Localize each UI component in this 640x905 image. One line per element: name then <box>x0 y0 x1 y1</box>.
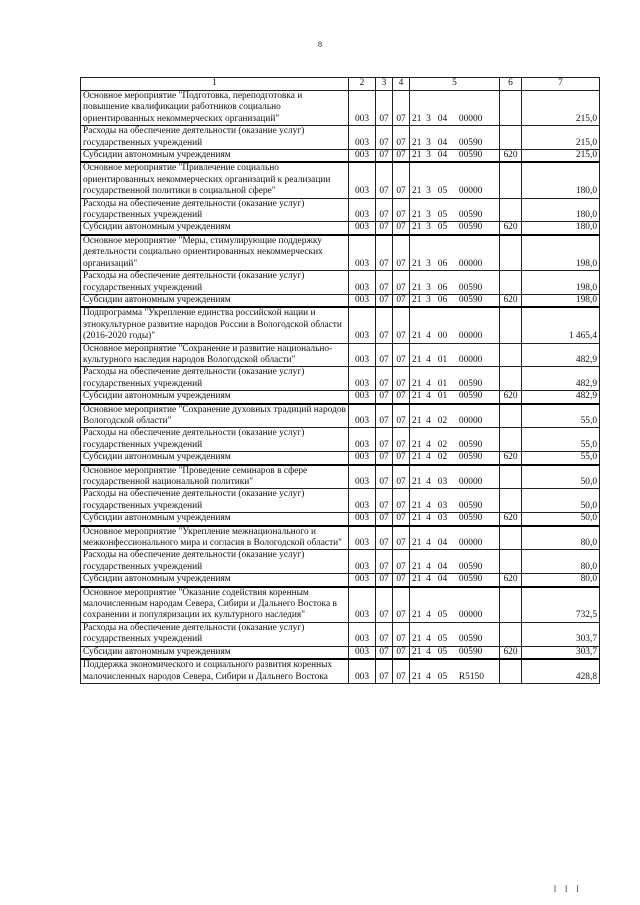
table-row <box>81 391 600 404</box>
row-amount-cell: 55,0 <box>522 404 600 428</box>
row-subsection-cell: 07 <box>393 622 410 646</box>
row-code-cell: 003 <box>349 622 376 646</box>
row-target-article-cell: 21 4 00 00000 <box>410 307 500 343</box>
row-section-cell: 07 <box>376 513 393 526</box>
row-name-cell: Субсидии автономным учреждениям <box>81 452 349 465</box>
row-code-cell: 003 <box>349 222 376 235</box>
row-subsection-cell: 07 <box>393 235 410 271</box>
row-expense-type-cell <box>500 235 522 271</box>
row-section-cell: 07 <box>376 404 393 428</box>
table-header-row <box>81 78 600 91</box>
row-section-cell: 07 <box>376 428 393 452</box>
row-subsection-cell: 07 <box>393 307 410 343</box>
row-expense-type-cell: 620 <box>500 513 522 526</box>
row-code-cell: 003 <box>349 465 376 489</box>
row-code-cell: 003 <box>349 452 376 465</box>
row-amount-cell: 1 465,4 <box>522 307 600 343</box>
row-expense-type-cell <box>500 587 522 623</box>
row-expense-type-cell <box>500 659 522 683</box>
row-target-article-cell: 21 3 04 00590 <box>410 126 500 150</box>
row-target-article-cell: 21 3 06 00590 <box>410 271 500 295</box>
row-section-cell: 07 <box>376 198 393 222</box>
row-section-cell: 07 <box>376 126 393 150</box>
row-target-article-cell: 21 4 01 00590 <box>410 367 500 391</box>
row-section-cell: 07 <box>376 622 393 646</box>
row-subsection-cell: 07 <box>393 526 410 550</box>
row-name-cell: Расходы на обеспечение деятельности (оказание услуг) государственных учреждений <box>81 550 349 574</box>
row-code-cell: 003 <box>349 367 376 391</box>
row-amount-cell: 55,0 <box>522 452 600 465</box>
row-name-cell: Основное мероприятие "Подготовка, переподготовка и повышение квалификации работников социально ориентированных некоммерческих организаций" <box>81 91 349 126</box>
table-row <box>81 452 600 465</box>
row-name-cell: Субсидии автономным учреждениям <box>81 222 349 235</box>
table-row <box>81 235 600 271</box>
row-code-cell: 003 <box>349 646 376 659</box>
table-row <box>81 513 600 526</box>
row-name-cell: Расходы на обеспечение деятельности (оказание услуг) государственных учреждений <box>81 271 349 295</box>
row-subsection-cell: 07 <box>393 489 410 513</box>
table-row <box>81 91 600 126</box>
table-row <box>81 489 600 513</box>
table-row <box>81 367 600 391</box>
row-amount-cell: 198,0 <box>522 235 600 271</box>
row-section-cell: 07 <box>376 526 393 550</box>
row-subsection-cell: 07 <box>393 587 410 623</box>
table-row <box>81 222 600 235</box>
table-row <box>81 587 600 623</box>
row-target-article-cell: 21 4 03 00000 <box>410 465 500 489</box>
row-name-cell: Основное мероприятие "Проведение семинаров в сфере государственной национальной политики" <box>81 465 349 489</box>
row-subsection-cell: 07 <box>393 452 410 465</box>
row-expense-type-cell <box>500 622 522 646</box>
row-subsection-cell: 07 <box>393 343 410 367</box>
row-subsection-cell: 07 <box>393 646 410 659</box>
header-col-2: 2 <box>349 78 376 91</box>
row-section-cell: 07 <box>376 307 393 343</box>
table-body <box>81 91 600 684</box>
row-section-cell: 07 <box>376 222 393 235</box>
row-code-cell: 003 <box>349 428 376 452</box>
row-expense-type-cell <box>500 126 522 150</box>
table-row <box>81 465 600 489</box>
row-amount-cell: 50,0 <box>522 513 600 526</box>
row-amount-cell: 55,0 <box>522 428 600 452</box>
header-col-6: 6 <box>500 78 522 91</box>
row-code-cell: 003 <box>349 91 376 126</box>
row-section-cell: 07 <box>376 150 393 163</box>
row-expense-type-cell <box>500 307 522 343</box>
row-target-article-cell: 21 3 05 00590 <box>410 198 500 222</box>
row-section-cell: 07 <box>376 646 393 659</box>
table-row <box>81 126 600 150</box>
row-expense-type-cell <box>500 465 522 489</box>
table-row <box>81 404 600 428</box>
row-section-cell: 07 <box>376 574 393 587</box>
row-code-cell: 003 <box>349 404 376 428</box>
row-subsection-cell: 07 <box>393 513 410 526</box>
row-expense-type-cell <box>500 271 522 295</box>
row-target-article-cell: 21 3 06 00000 <box>410 235 500 271</box>
row-amount-cell: 482,9 <box>522 367 600 391</box>
row-subsection-cell: 07 <box>393 162 410 198</box>
row-code-cell: 003 <box>349 489 376 513</box>
row-target-article-cell: 21 4 02 00000 <box>410 404 500 428</box>
row-code-cell: 003 <box>349 587 376 623</box>
footer-mark: I I I <box>553 884 582 894</box>
row-expense-type-cell <box>500 162 522 198</box>
row-amount-cell: 198,0 <box>522 294 600 307</box>
row-section-cell: 07 <box>376 235 393 271</box>
page-number: 8 <box>318 40 322 49</box>
row-expense-type-cell: 620 <box>500 391 522 404</box>
budget-table <box>80 77 600 684</box>
header-col-1: 1 <box>81 78 349 91</box>
table-row <box>81 150 600 163</box>
table-row <box>81 428 600 452</box>
row-name-cell: Расходы на обеспечение деятельности (оказание услуг) государственных учреждений <box>81 198 349 222</box>
row-target-article-cell: 21 3 05 00590 <box>410 222 500 235</box>
row-code-cell: 003 <box>349 235 376 271</box>
row-expense-type-cell: 620 <box>500 452 522 465</box>
row-amount-cell: 198,0 <box>522 271 600 295</box>
row-section-cell: 07 <box>376 162 393 198</box>
row-amount-cell: 428,8 <box>522 659 600 683</box>
row-code-cell: 003 <box>349 162 376 198</box>
row-code-cell: 003 <box>349 271 376 295</box>
row-target-article-cell: 21 4 03 00590 <box>410 489 500 513</box>
row-target-article-cell: 21 4 05 00590 <box>410 646 500 659</box>
row-code-cell: 003 <box>349 574 376 587</box>
row-code-cell: 003 <box>349 126 376 150</box>
row-amount-cell: 215,0 <box>522 126 600 150</box>
row-name-cell: Субсидии автономным учреждениям <box>81 391 349 404</box>
row-subsection-cell: 07 <box>393 271 410 295</box>
row-expense-type-cell <box>500 367 522 391</box>
row-name-cell: Основное мероприятие "Сохранение и развитие национально-культурного наследия народов Вологодской области" <box>81 343 349 367</box>
row-target-article-cell: 21 3 05 00000 <box>410 162 500 198</box>
row-name-cell: Основное мероприятие "Привлечение социально ориентированных некоммерческих организаций к реализации государственной политики в социальной сфере" <box>81 162 349 198</box>
row-section-cell: 07 <box>376 452 393 465</box>
row-name-cell: Подпрограмма "Укрепление единства российской нации и этнокультурное развитие народов России в Вологодской области (2016-2020 годы)" <box>81 307 349 343</box>
row-section-cell: 07 <box>376 294 393 307</box>
row-subsection-cell: 07 <box>393 91 410 126</box>
row-name-cell: Субсидии автономным учреждениям <box>81 513 349 526</box>
row-subsection-cell: 07 <box>393 367 410 391</box>
row-subsection-cell: 07 <box>393 198 410 222</box>
row-section-cell: 07 <box>376 343 393 367</box>
table-row <box>81 294 600 307</box>
row-subsection-cell: 07 <box>393 126 410 150</box>
table-row <box>81 198 600 222</box>
row-amount-cell: 303,7 <box>522 646 600 659</box>
row-amount-cell: 732,5 <box>522 587 600 623</box>
row-amount-cell: 50,0 <box>522 489 600 513</box>
row-target-article-cell: 21 4 03 00590 <box>410 513 500 526</box>
row-code-cell: 003 <box>349 391 376 404</box>
row-name-cell: Поддержка экономического и социального развития коренных малочисленных народов Севера, Сибири и Дальнего Востока <box>81 659 349 683</box>
row-target-article-cell: 21 4 05 00590 <box>410 622 500 646</box>
row-expense-type-cell <box>500 198 522 222</box>
row-name-cell: Субсидии автономным учреждениям <box>81 150 349 163</box>
row-section-cell: 07 <box>376 489 393 513</box>
row-expense-type-cell: 620 <box>500 646 522 659</box>
row-code-cell: 003 <box>349 526 376 550</box>
row-code-cell: 003 <box>349 343 376 367</box>
row-expense-type-cell <box>500 526 522 550</box>
row-amount-cell: 80,0 <box>522 526 600 550</box>
table-row <box>81 646 600 659</box>
row-expense-type-cell <box>500 489 522 513</box>
row-subsection-cell: 07 <box>393 404 410 428</box>
row-expense-type-cell <box>500 343 522 367</box>
row-code-cell: 003 <box>349 513 376 526</box>
row-amount-cell: 180,0 <box>522 198 600 222</box>
row-amount-cell: 482,9 <box>522 391 600 404</box>
header-col-3: 3 <box>376 78 393 91</box>
row-target-article-cell: 21 4 02 00590 <box>410 428 500 452</box>
row-name-cell: Основное мероприятие "Меры, стимулирующие поддержку деятельности социально ориентированных некоммерческих организаций" <box>81 235 349 271</box>
row-expense-type-cell <box>500 404 522 428</box>
row-amount-cell: 180,0 <box>522 162 600 198</box>
row-code-cell: 003 <box>349 150 376 163</box>
table-row <box>81 574 600 587</box>
row-subsection-cell: 07 <box>393 659 410 683</box>
row-section-cell: 07 <box>376 91 393 126</box>
table-row <box>81 343 600 367</box>
row-code-cell: 003 <box>349 198 376 222</box>
row-expense-type-cell <box>500 428 522 452</box>
row-expense-type-cell: 620 <box>500 574 522 587</box>
header-col-5: 5 <box>410 78 500 91</box>
row-expense-type-cell <box>500 91 522 126</box>
header-col-4: 4 <box>393 78 410 91</box>
row-name-cell: Расходы на обеспечение деятельности (оказание услуг) государственных учреждений <box>81 367 349 391</box>
row-subsection-cell: 07 <box>393 391 410 404</box>
row-target-article-cell: 21 3 04 00000 <box>410 91 500 126</box>
table-row <box>81 622 600 646</box>
row-subsection-cell: 07 <box>393 574 410 587</box>
row-code-cell: 003 <box>349 550 376 574</box>
row-section-cell: 07 <box>376 391 393 404</box>
table-row <box>81 659 600 683</box>
row-section-cell: 07 <box>376 587 393 623</box>
row-name-cell: Расходы на обеспечение деятельности (оказание услуг) государственных учреждений <box>81 126 349 150</box>
row-target-article-cell: 21 4 04 00590 <box>410 574 500 587</box>
table-row <box>81 307 600 343</box>
row-name-cell: Основное мероприятие "Оказание содействия коренным малочисленным народам Севера, Сибири и Дальнего Востока в сохранении и популяризации их культурного наследия" <box>81 587 349 623</box>
row-section-cell: 07 <box>376 367 393 391</box>
row-name-cell: Расходы на обеспечение деятельности (оказание услуг) государственных учреждений <box>81 489 349 513</box>
row-amount-cell: 482,9 <box>522 343 600 367</box>
row-name-cell: Субсидии автономным учреждениям <box>81 294 349 307</box>
row-section-cell: 07 <box>376 271 393 295</box>
table-row <box>81 271 600 295</box>
row-code-cell: 003 <box>349 307 376 343</box>
row-target-article-cell: 21 4 01 00000 <box>410 343 500 367</box>
row-target-article-cell: 21 3 06 00590 <box>410 294 500 307</box>
row-subsection-cell: 07 <box>393 465 410 489</box>
row-name-cell: Расходы на обеспечение деятельности (оказание услуг) государственных учреждений <box>81 428 349 452</box>
row-expense-type-cell: 620 <box>500 222 522 235</box>
row-amount-cell: 215,0 <box>522 150 600 163</box>
row-code-cell: 003 <box>349 659 376 683</box>
row-target-article-cell: 21 4 04 00590 <box>410 550 500 574</box>
row-expense-type-cell: 620 <box>500 294 522 307</box>
row-subsection-cell: 07 <box>393 294 410 307</box>
row-amount-cell: 303,7 <box>522 622 600 646</box>
row-target-article-cell: 21 4 05 00000 <box>410 587 500 623</box>
row-target-article-cell: 21 4 04 00000 <box>410 526 500 550</box>
row-name-cell: Расходы на обеспечение деятельности (оказание услуг) государственных учреждений <box>81 622 349 646</box>
row-expense-type-cell: 620 <box>500 150 522 163</box>
row-target-article-cell: 21 4 02 00590 <box>410 452 500 465</box>
row-subsection-cell: 07 <box>393 550 410 574</box>
row-target-article-cell: 21 4 05 R5150 <box>410 659 500 683</box>
row-name-cell: Основное мероприятие "Сохранение духовных традиций народов Вологодской области" <box>81 404 349 428</box>
row-target-article-cell: 21 3 04 00590 <box>410 150 500 163</box>
row-target-article-cell: 21 4 01 00590 <box>410 391 500 404</box>
row-section-cell: 07 <box>376 659 393 683</box>
row-section-cell: 07 <box>376 465 393 489</box>
row-amount-cell: 180,0 <box>522 222 600 235</box>
row-amount-cell: 80,0 <box>522 550 600 574</box>
table-row <box>81 550 600 574</box>
row-subsection-cell: 07 <box>393 428 410 452</box>
table-row <box>81 526 600 550</box>
row-name-cell: Основное мероприятие "Укрепление межнационального и межконфессионального мира и согласия в Вологодской области" <box>81 526 349 550</box>
row-subsection-cell: 07 <box>393 222 410 235</box>
row-amount-cell: 50,0 <box>522 465 600 489</box>
row-amount-cell: 215,0 <box>522 91 600 126</box>
row-amount-cell: 80,0 <box>522 574 600 587</box>
row-name-cell: Субсидии автономным учреждениям <box>81 574 349 587</box>
row-section-cell: 07 <box>376 550 393 574</box>
row-name-cell: Субсидии автономным учреждениям <box>81 646 349 659</box>
row-expense-type-cell <box>500 550 522 574</box>
row-subsection-cell: 07 <box>393 150 410 163</box>
row-code-cell: 003 <box>349 294 376 307</box>
table-row <box>81 162 600 198</box>
header-col-7: 7 <box>522 78 600 91</box>
